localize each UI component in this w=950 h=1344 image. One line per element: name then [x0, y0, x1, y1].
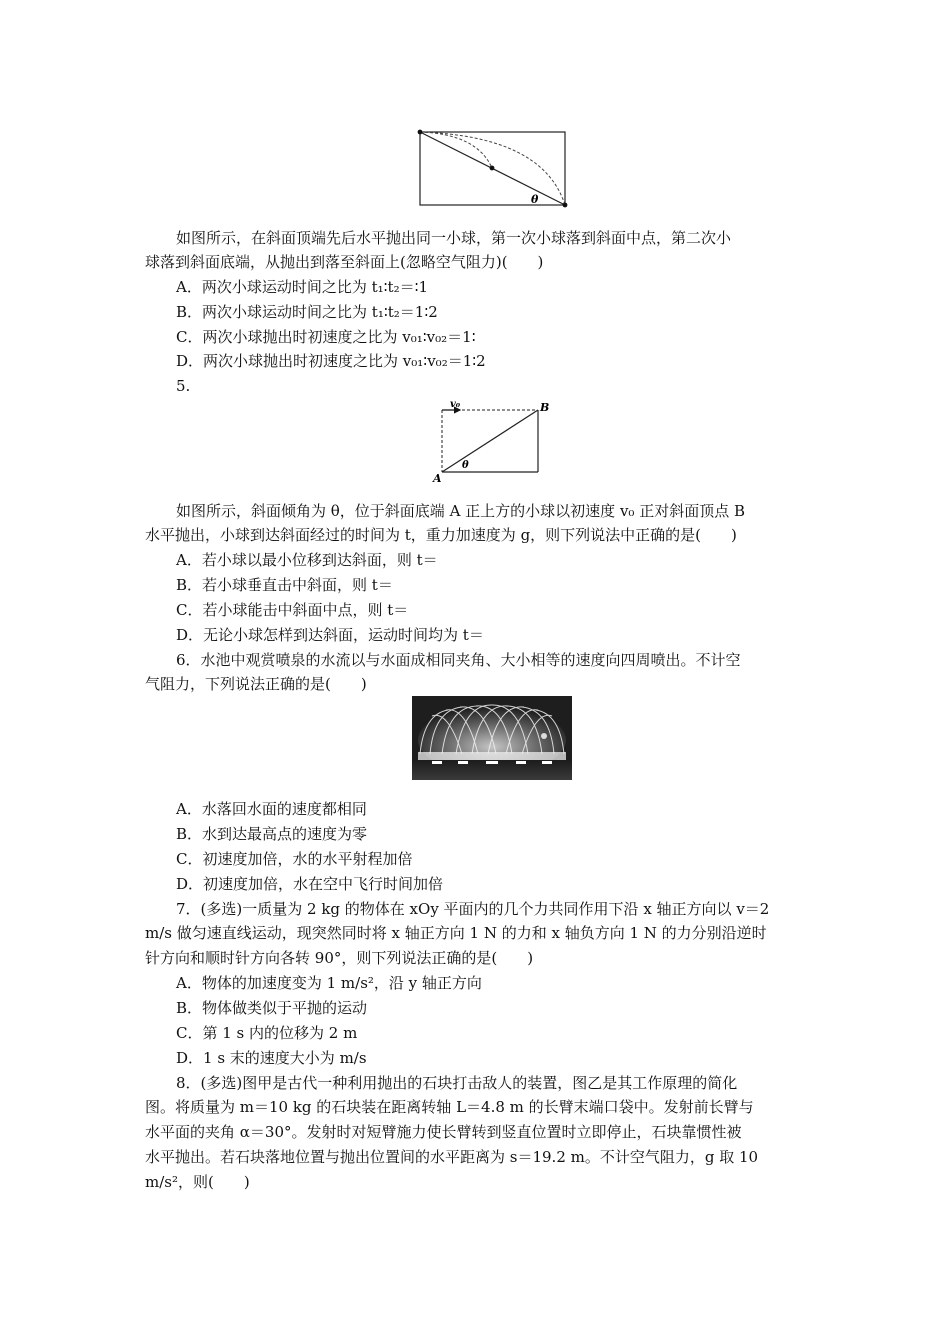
q7-stem-line-1: 7．(多选)一质量为 2 kg 的物体在 xOy 平面内的几个力共同作用下沿 x 轴正方向以 v＝2 — [176, 900, 770, 918]
q7-option-a: A．物体的加速度变为 1 m/s²，沿 y 轴正方向 — [176, 974, 482, 992]
q5-stem-line-1: 如图所示，斜面倾角为 θ，位于斜面底端 A 正上方的小球以初速度 v₀ 正对斜面顶点 B — [176, 502, 745, 520]
q7-option-b: B．物体做类似于平抛的运动 — [176, 999, 368, 1017]
q8-stem-line-3: 水平面的夹角 α＝30°。发射时对短臂施力使长臂转到竖直位置时立即停止，石块靠惯性被 — [145, 1123, 742, 1141]
q7-stem-line-2: m/s 做匀速直线运动，现突然同时将 x 轴正方向 1 N 的力和 x 轴负方向 1 N 的力分别沿逆时 — [145, 924, 767, 942]
q6-stem-line-2: 气阻力，下列说法正确的是( ) — [145, 675, 367, 693]
q5-option-b: B．若小球垂直击中斜面，则 t＝ — [176, 576, 393, 594]
q6-option-c: C．初速度加倍，水的水平射程加倍 — [176, 850, 413, 868]
q8-stem-line-4: 水平抛出。若石块落地位置与抛出位置间的水平距离为 s＝19.2 m。不计空气阻力，g 取 10 — [145, 1148, 759, 1166]
q5-incline — [442, 410, 538, 472]
fountain-lamp — [541, 733, 547, 739]
fountain-spray-base — [418, 752, 566, 760]
q5-v0-label: v₀ — [450, 399, 461, 410]
q5-theta-label: θ — [462, 460, 469, 471]
q8-stem-line-2: 图。将质量为 m＝10 kg 的石块装在距离转轴 L＝4.8 m 的长臂末端口袋中。发射前长臂与 — [145, 1098, 754, 1116]
q5-incline-figure — [430, 397, 560, 485]
q4-option-b: B．两次小球运动时间之比为 t₁∶t₂＝1∶2 — [176, 303, 438, 321]
q4-incline-figure — [415, 124, 570, 210]
q4-stem-line-1: 如图所示，在斜面顶端先后水平抛出同一小球，第一次小球落到斜面中点，第二次小 — [176, 229, 732, 247]
q5-option-a: A．若小球以最小位移到达斜面，则 t＝ — [176, 551, 438, 569]
q4-ball-start — [418, 130, 423, 135]
q4-option-d: D．两次小球抛出时初速度之比为 v₀₁∶v₀₂＝1∶2 — [176, 352, 486, 370]
q4-ball-mid — [490, 166, 495, 171]
q5-stem-line-2: 水平抛出，小球到达斜面经过的时间为 t，重力加速度为 g，则下列说法中正确的是( ) — [145, 526, 737, 544]
q5-number: 5. — [176, 377, 191, 395]
q6-option-b: B．水到达最高点的速度为零 — [176, 825, 368, 843]
q7-option-c: C．第 1 s 内的位移为 2 m — [176, 1024, 358, 1042]
q6-option-a: A．水落回水面的速度都相同 — [176, 800, 367, 818]
q8-stem-line-1: 8．(多选)图甲是古代一种利用抛出的石块打击敌人的装置，图乙是其工作原理的简化 — [176, 1074, 738, 1092]
q4-option-c: C．两次小球抛出时初速度之比为 v₀₁∶v₀₂＝1∶ — [176, 328, 476, 346]
q7-stem-line-3: 针方向和顺时针方向各转 90°，则下列说法正确的是( ) — [145, 949, 534, 967]
q7-option-d: D．1 s 末的速度大小为 m/s — [176, 1049, 367, 1067]
q5-a-label: A — [433, 472, 442, 485]
q4-stem-line-2: 球落到斜面底端，从抛出到落至斜面上(忽略空气阻力)( ) — [145, 253, 544, 271]
q5-b-label: B — [540, 401, 550, 414]
q4-ball-end — [563, 203, 568, 208]
q5-option-d: D．无论小球怎样到达斜面，运动时间均为 t＝ — [176, 626, 484, 644]
q4-option-a: A．两次小球运动时间之比为 t₁∶t₂＝∶1 — [176, 278, 429, 296]
q4-theta-label: θ — [531, 193, 539, 206]
q6-stem-line-1: 6．水池中观赏喷泉的水流以与水面成相同夹角、大小相等的速度向四周喷出。不计空 — [176, 651, 741, 669]
q5-option-c: C．若小球能击中斜面中点，则 t＝ — [176, 601, 409, 619]
q6-option-d: D．初速度加倍，水在空中飞行时间加倍 — [176, 875, 444, 893]
q8-stem-line-5: m/s²，则( ) — [145, 1173, 250, 1191]
fountain-photo — [412, 696, 572, 780]
